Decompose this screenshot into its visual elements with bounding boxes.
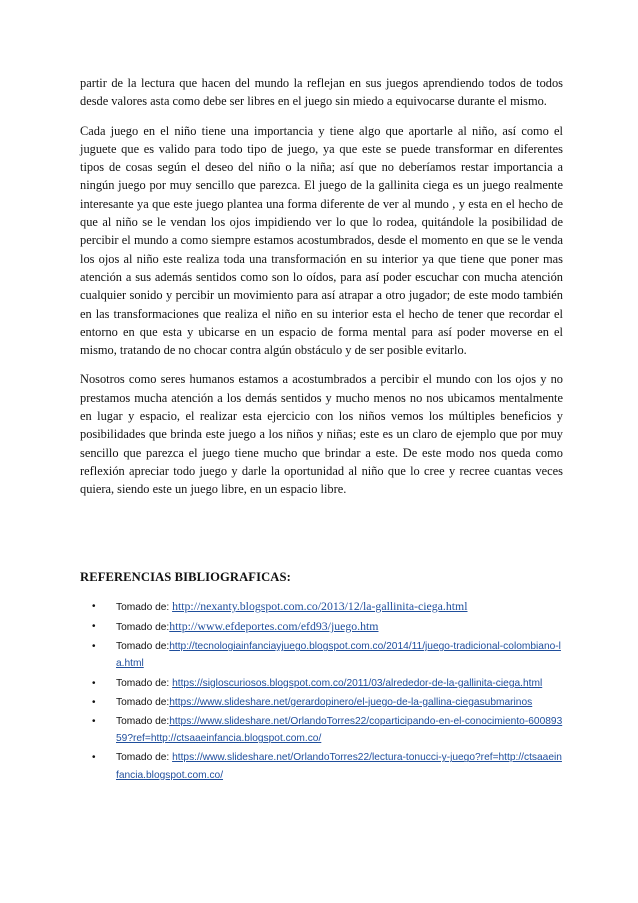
- reference-link[interactable]: http://tecnologiainfanciayjuego.blogspot.com.co/2014/11/juego-tradicional-colombiano-la.html: [116, 641, 561, 670]
- bullet-icon: •: [92, 677, 96, 689]
- reference-prefix: Tomado de:: [116, 677, 173, 689]
- reference-link[interactable]: http://nexanty.blogspot.com.co/2013/12/la-gallinita-ciega.html: [172, 598, 468, 613]
- reference-prefix: Tomado de:: [116, 696, 170, 708]
- reference-item: [92, 638, 563, 672]
- reference-link[interactable]: https://www.slideshare.net/OrlandoTorres22/coparticipando-en-el-conocimiento-60089359?ref=http://ctsaaeinfancia.blogspot.com.co/: [116, 716, 563, 745]
- reference-link[interactable]: https://www.slideshare.net/gerardopinero/el-juego-de-la-gallina-ciegasubmarinos: [169, 696, 533, 708]
- reference-prefix: Tomado de:: [116, 641, 170, 653]
- references-list: [80, 598, 563, 784]
- reference-prefix: Tomado de:: [116, 716, 170, 728]
- bullet-icon: •: [92, 716, 96, 728]
- reference-link[interactable]: https://sigloscuriosos.blogspot.com.co/2011/03/alrededor-de-la-gallinita-ciega.html: [172, 677, 543, 689]
- reference-item: [92, 598, 563, 616]
- bullet-icon: •: [92, 641, 96, 653]
- paragraph-3: Nosotros como seres humanos estamos a acostumbrados a percibir el mundo con los ojos y no prestamos mucha atención a los demás sentidos y mucho menos no nos ubicamos mentalmente en lugar y espacio, el realizar esta ejercicio con los niños vemos los múltiples beneficios y posibilidades que brinda este juego a los niños y niñas; este es un claro de ejemplo que por muy sencillo que parezca el juego tiene mucho que brindar a este. De este modo nos queda como reflexión apreciar todo juego y darle la oportunidad al niño que lo cree y recree cuantas veces quiera, siendo este un juego libre, en un espacio libre.: [80, 372, 563, 497]
- reference-prefix: Tomado de:: [116, 601, 173, 613]
- reference-item: [92, 713, 563, 747]
- bullet-icon: •: [92, 600, 96, 612]
- bullet-icon: •: [92, 752, 96, 764]
- section-spacer: [80, 510, 563, 568]
- bullet-icon: •: [92, 696, 96, 708]
- references-heading: REFERENCIAS BIBLIOGRAFICAS:: [80, 569, 291, 584]
- reference-item: [92, 749, 563, 783]
- reference-prefix: Tomado de:: [116, 752, 173, 764]
- reference-item: [92, 694, 563, 711]
- reference-item: [92, 618, 563, 636]
- paragraph-1: partir de la lectura que hacen del mundo la reflejan en sus juegos aprendiendo todos de todos desde valores asta como debe ser libres en el juego sin miedo a equivocarse durante el mismo.: [80, 76, 563, 109]
- paragraph-2: Cada juego en el niño tiene una importancia y tiene algo que aportarle al niño, así como el juguete que es valido para todo tipo de juego, ya que este se puede transformar en diferentes tipos de cosas según el deseo del niño o la niña; así que no deberíamos restar importancia a ningún juego por muy sencillo que parezca. El juego de la gallinita ciega es un juego realmente interesante ya que este juego plantea una forma diferente de ver al mundo , y esta en el hecho de que al niño se le vendan los ojos impidiendo ver lo que lo rodea, quitándole la posibilidad de percibir el mundo a como siempre estamos acostumbrados, desde el momento en que se le venda los ojos al niño este realiza toda una transformación en su interior ya que tiene que poner mas atención a sus además sentidos como son lo oídos, para así poder escuchar con mucha atención cualquier sonido y percibir un movimiento para así atrapar a otro jugador; de este modo también en las transformaciones que realiza el niño en su interior esta el hecho de tener que recordar el entorno en que esta y ubicarse en un espacio de forma mental para así poder moverse en el mismo, tratando de no chocar contra algún obstáculo y de ser posible evitarlo.: [80, 123, 563, 358]
- reference-link[interactable]: https://www.slideshare.net/OrlandoTorres22/lectura-tonucci-y-juego?ref=http://ctsaaeinfancia.blogspot.com.co/: [116, 752, 562, 781]
- bullet-icon: •: [92, 621, 96, 633]
- reference-link[interactable]: http://www.efdeportes.com/efd93/juego.htm: [169, 619, 379, 634]
- reference-item: [92, 675, 563, 692]
- document-page: [80, 74, 563, 786]
- reference-prefix: Tomado de:: [116, 622, 170, 634]
